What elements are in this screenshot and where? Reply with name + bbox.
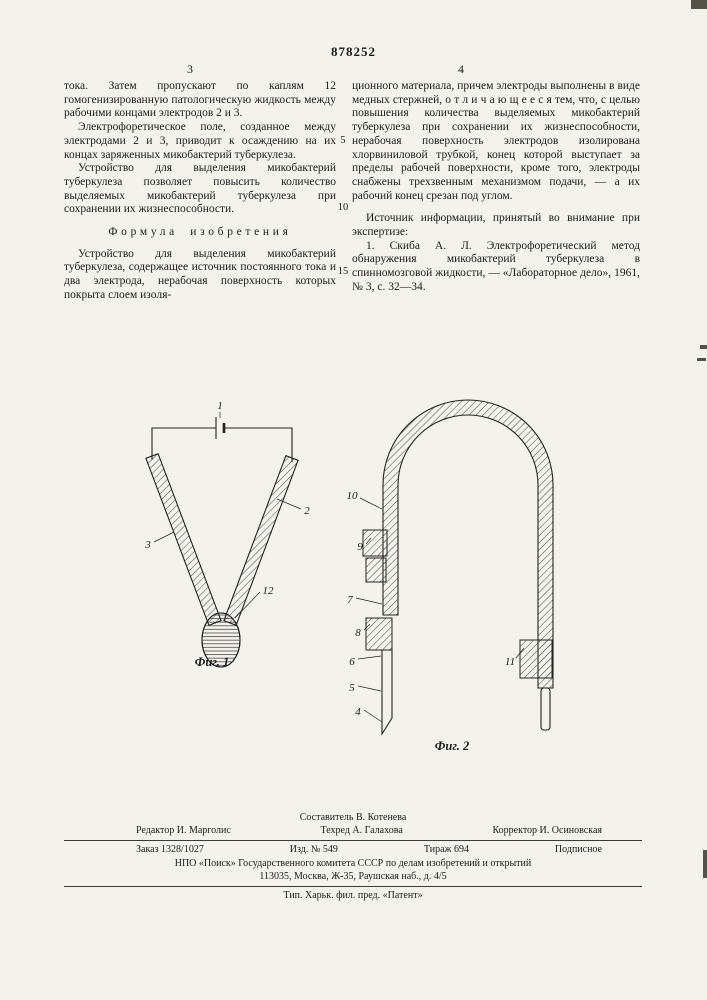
- edition-number: Изд. № 549: [289, 844, 338, 855]
- fig2-right-electrode-tip: [541, 688, 550, 730]
- scan-artifact: [703, 850, 707, 878]
- margin-line-number-5: 5: [340, 135, 346, 146]
- paragraph: 1. Скиба А. Л. Электрофоретический метод обнаружения микобактерий туберкулеза в спинномозговой жидкости, — «Лабораторное дело», 1961, № 3, с. 32—34.: [352, 239, 640, 293]
- paragraph: Электрофоретическое поле, созданное между электродами 2 и 3, приводит к осаждению на их концах заряженных микобактерий туберкулеза.: [64, 121, 336, 161]
- figure-1-electrode-device: [100, 398, 330, 683]
- fig1-label-right-electrode: 2: [304, 505, 310, 517]
- paragraph: тока. Затем пропускают по каплям 12 гомогенизированную патологическую жидкость между рабочими концами электродов 2 и 3.: [64, 80, 336, 120]
- paragraph: Источник информации, принятый во внимание при экспертизе:: [352, 212, 640, 239]
- organization-line: НПО «Поиск» Государственного комитета СССР по делам изобретений и открытий: [174, 857, 532, 869]
- proofreader-credit: Корректор И. Осиновская: [492, 825, 602, 836]
- subscription-note: Подписное: [554, 844, 602, 855]
- editor-credit: Редактор И. Марголис: [136, 825, 231, 836]
- left-text-column: [64, 80, 336, 303]
- compiler-row: [64, 812, 642, 824]
- fig2-left-electrode-tip: [382, 650, 392, 734]
- address-line: 113035, Москва, Ж-35, Раушская наб., д. 4/5: [259, 871, 447, 882]
- margin-line-number-10: 10: [337, 202, 349, 213]
- fig2-label-7: 7: [347, 594, 353, 606]
- margin-line-number-15: 15: [337, 266, 349, 277]
- printing-house-row: [64, 890, 642, 902]
- page-column-number-left: 3: [187, 62, 193, 76]
- paragraph: ционного материала, причем электроды выполнены в виде медных стержней, о т л и ч а ю щ е е с я тем, что, с целью повышения количества выделяемых микобактерий туберкулеза при сохранении их жизнеспособности, нерабочая поверхность электродов изолирована хлорвиниловой трубкой, конец которой выступает за пределы рабочей поверхности, кроме того, электроды снабжены трехзвенным механизмом подачи, — а их рабочий конец срезан под углом.: [352, 80, 640, 202]
- fig1-left-electrode: [146, 454, 221, 626]
- compiler-credit: Составитель В. Котенева: [299, 811, 407, 823]
- figure-2-utube-device: [338, 390, 593, 770]
- fig2-label-11: 11: [504, 656, 516, 668]
- scan-artifact: [691, 0, 707, 9]
- order-number: Заказ 1328/1027: [136, 844, 204, 855]
- fig2-label-9: 9: [357, 541, 363, 553]
- order-row: [64, 844, 642, 856]
- fig2-label-10: 10: [346, 490, 358, 502]
- fig2-feed-mechanism-block-middle: [366, 558, 386, 582]
- fig1-right-electrode: [224, 456, 298, 626]
- fig1-caption: Фиг. 1: [194, 655, 230, 669]
- scan-artifact: [700, 345, 707, 349]
- organization-row: [64, 858, 642, 870]
- editors-row: [64, 825, 642, 837]
- fig1-battery-icon: [216, 412, 224, 439]
- fig1-label-power-source: 1: [217, 400, 223, 412]
- patent-number: 878252: [331, 44, 376, 59]
- page-column-number-right: 4: [458, 62, 464, 76]
- footer-rule-top: [64, 840, 642, 841]
- fig1-wiring: [152, 428, 292, 462]
- right-text-column: [352, 80, 640, 295]
- fig2-label-4: 4: [355, 706, 361, 718]
- fig2-feed-mechanism-block-lower: [366, 618, 392, 650]
- technical-editor-credit: Техред А. Галахова: [320, 825, 403, 836]
- fig2-label-6: 6: [349, 656, 355, 668]
- printing-house-line: Тип. Харьк. фил. пред. «Патент»: [283, 890, 423, 901]
- paragraph: Устройство для выделения микобактерий туберкулеза позволяет повысить количество выделяемых микобактерий туберкулеза при сохранении их жизнеспособности.: [64, 162, 336, 216]
- fig2-label-8: 8: [355, 627, 361, 639]
- imprint-footer: [64, 810, 642, 904]
- footer-rule-bottom: [64, 886, 642, 887]
- address-row: [64, 871, 642, 883]
- fig2-caption: Фиг. 2: [434, 739, 470, 753]
- fig2-right-mechanism-block: [520, 640, 552, 678]
- scan-artifact: [697, 358, 706, 361]
- paragraph: Устройство для выделения микобактерий туберкулеза, содержащее источник постоянного тока и два электрода, нерабочая поверхность которых покрыта слоем изоля-: [64, 247, 336, 301]
- circulation-count: Тираж 694: [423, 844, 469, 855]
- fig1-label-droplet: 12: [262, 585, 274, 597]
- claims-heading: Формула изобретения: [108, 226, 292, 239]
- fig1-label-left-electrode: 3: [145, 539, 151, 551]
- fig2-label-5: 5: [349, 682, 355, 694]
